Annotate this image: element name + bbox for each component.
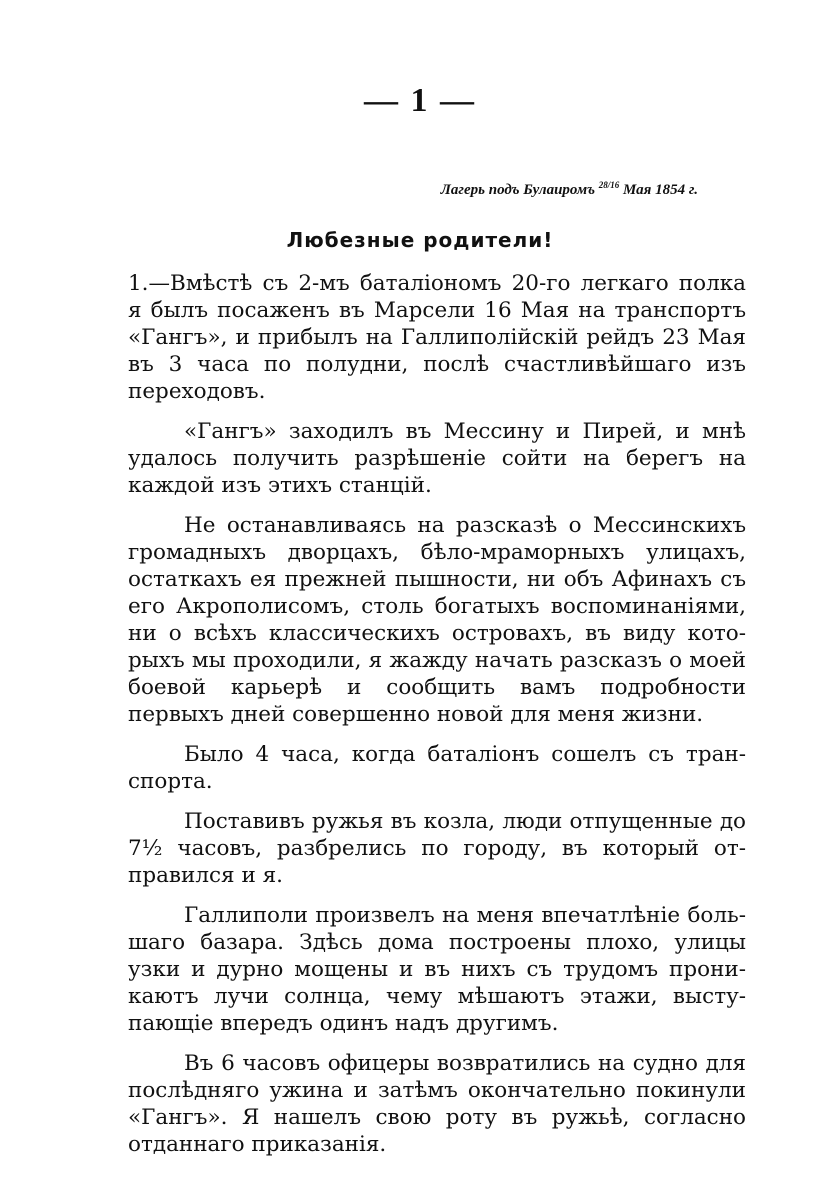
paragraph-4: Было 4 часа, когда баталіонъ сошелъ съ транспорта.	[128, 742, 746, 794]
dateline	[441, 180, 698, 199]
dateline-place: Лагерь подъ Булаиромъ	[440, 182, 599, 198]
dateline-month-year: Мая 1854 г.	[619, 182, 698, 198]
paragraph-7: Въ 6 часовъ офицеры возвратились на судно для послѣдняго ужина и затѣмъ окончательно покинули «Гангъ». Я нашелъ свою роту въ ружьѣ, согласно отданнаго приказанія.	[128, 1051, 746, 1157]
dateline-date-fraction: 28/16	[598, 180, 620, 190]
page-number: — 1 —	[364, 82, 476, 119]
paragraph-1: 1.—Вмѣстѣ съ 2-мъ баталіономъ 20-го легкаго полка я былъ посаженъ въ Марсели 16 Мая на транспортъ «Гангъ», и прибылъ на Галлиполійскій рейдъ 23 Мая въ 3 часа по полудни, послѣ счастливѣйшаго изъ переходовъ.	[128, 271, 746, 404]
paragraph-5: Поставивъ ружья въ козла, люди отпущенные до 7½ часовъ, разбрелись по городу, въ который отправился и я.	[128, 809, 746, 888]
paragraph-6: Галлиполи произвелъ на меня впечатлѣніе большаго базара. Здѣсь дома построены плохо, улицы узки и дурно мощены и въ нихъ съ трудомъ проникаютъ лучи солнца, чему мѣшаютъ этажи, выступающіе впередъ одинъ надъ другимъ.	[128, 903, 746, 1036]
salutation-heading: Любезные родители!	[286, 228, 554, 252]
paragraph-2: «Гангъ» заходилъ въ Мессину и Пирей, и мнѣ удалось получить разрѣшеніе сойти на берегъ на каждой изъ этихъ станцій.	[128, 419, 746, 498]
paragraph-3: Не останавливаясь на разсказѣ о Мессинскихъ громадныхъ дворцахъ, бѣло-мраморныхъ улицахъ, остаткахъ ея прежней пышности, ни объ Афинахъ съ его Акрополисомъ, столь богатыхъ воспоминаніями, ни о всѣхъ классическихъ островахъ, въ виду которыхъ мы проходили, я жажду начать разсказъ о моей боевой карьерѣ и сообщить вамъ подробности первыхъ дней совершенно новой для меня жизни.	[128, 513, 746, 727]
letter-body	[128, 270, 746, 1171]
